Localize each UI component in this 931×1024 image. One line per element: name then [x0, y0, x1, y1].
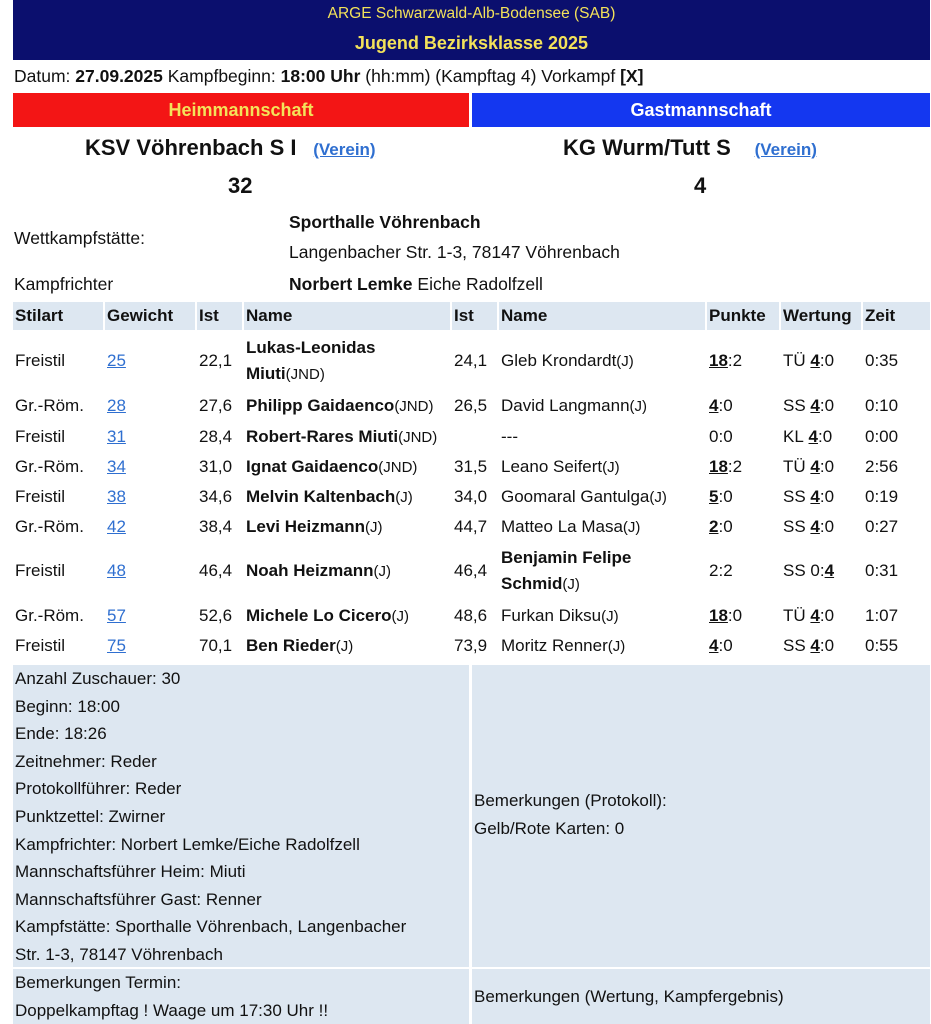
points-home: 18 — [709, 351, 728, 370]
home-wrestler-name: Levi Heizmann — [246, 516, 366, 536]
report-line: Mannschaftsführer Heim: Miuti — [15, 862, 246, 882]
guest-wrestler-name: Matteo La Masa — [501, 516, 623, 536]
home-wrestler-cell — [244, 601, 450, 631]
remarks-termin-label: Bemerkungen Termin: — [15, 973, 181, 992]
rating-guest: :0 — [819, 396, 835, 415]
rating-guest: :0 — [819, 606, 835, 625]
time-cell — [863, 631, 930, 661]
home-weight-cell — [197, 601, 242, 631]
home-verein-link[interactable]: (Verein) — [313, 140, 376, 159]
rating-type: KL — [783, 427, 804, 446]
guest-wrestler-name: Benjamin Felipe — [501, 547, 632, 567]
guest-weight-cell — [452, 512, 497, 542]
weight-cell — [105, 601, 195, 631]
home-age-class: (JND) — [394, 397, 434, 415]
bout-time: 0:31 — [865, 561, 899, 580]
bout-style: Gr.-Röm. — [15, 396, 84, 415]
home-age-class: (J) — [335, 637, 354, 655]
points-guest: :2 — [727, 351, 743, 370]
home-wrestler-name: Noah Heizmann — [246, 560, 374, 580]
guest-actual-weight: 73,9 — [454, 636, 488, 655]
points-home: 4 — [709, 396, 719, 415]
style-cell — [13, 542, 103, 600]
rating-home: 4 — [810, 487, 820, 506]
points-home: 2 — [709, 561, 719, 580]
table-row — [13, 512, 930, 542]
guest-wrestler-cell — [499, 422, 705, 452]
rating-home: 4 — [810, 457, 820, 476]
points-home: 4 — [709, 636, 719, 655]
home-wrestler-name: Michele Lo Cicero — [246, 605, 392, 625]
home-team-bar: Heimmannschaft — [13, 93, 469, 127]
guest-wrestler-name: David Langmann — [501, 395, 630, 415]
home-wrestler-cell — [244, 452, 450, 482]
guest-age-class: (J) — [649, 488, 667, 506]
home-wrestler-name: Robert-Rares Miuti — [246, 426, 399, 446]
rating-home: 4 — [810, 606, 820, 625]
bout-time: 0:55 — [865, 636, 899, 655]
points-guest: :0 — [718, 636, 733, 655]
guest-wrestler-name: --- — [501, 426, 518, 446]
rating-type: SS — [783, 636, 806, 655]
time-cell — [863, 332, 930, 390]
guest-actual-weight: 48,6 — [454, 606, 488, 625]
guest-wrestler-cell — [499, 542, 705, 600]
guest-team-name: KG Wurm/Tutt S — [563, 135, 731, 160]
report-line: Ende: 18:26 — [15, 724, 107, 744]
guest-wrestler-cell — [499, 512, 705, 542]
match-date: 27.09.2025 — [75, 66, 163, 86]
style-cell — [13, 332, 103, 390]
guest-actual-weight: 46,4 — [454, 561, 488, 580]
bout-style: Gr.-Röm. — [15, 457, 84, 476]
home-wrestler-cell — [244, 542, 450, 600]
home-age-class: (JND) — [398, 428, 438, 446]
col-header-weight: Gewicht — [105, 302, 195, 330]
home-actual-weight: 28,4 — [199, 427, 233, 446]
style-cell — [13, 391, 103, 421]
report-line: Kampfstätte: Sporthalle Vöhrenbach, Langenbacher — [15, 917, 407, 937]
guest-wrestler-cell — [499, 452, 705, 482]
guest-wrestler-cell — [499, 601, 705, 631]
bout-style: Gr.-Röm. — [15, 606, 84, 625]
weight-class-link[interactable]: 25 — [107, 351, 126, 370]
guest-team-bar: Gastmannschaft — [472, 93, 930, 127]
points-cell — [707, 422, 779, 452]
guest-wrestler-name: Leano Seifert — [501, 456, 603, 476]
report-line: Zeitnehmer: Reder — [15, 751, 157, 771]
report-line: Beginn: 18:00 — [15, 696, 120, 716]
time-cell — [863, 512, 930, 542]
col-header-guest-weight: Ist — [452, 302, 497, 330]
col-header-home-name: Name — [244, 302, 450, 330]
home-actual-weight: 46,4 — [199, 561, 233, 580]
guest-team — [563, 132, 817, 164]
home-actual-weight: 70,1 — [199, 636, 233, 655]
remarks-termin-text: Doppelkampftag ! Waage um 17:30 Uhr !! — [15, 1000, 329, 1020]
points-guest: :0 — [727, 606, 743, 625]
style-cell — [13, 601, 103, 631]
weight-class-link[interactable]: 42 — [107, 517, 126, 536]
points-guest: :0 — [718, 487, 733, 506]
guest-age-class: (J) — [616, 352, 634, 370]
guest-actual-weight: 26,5 — [454, 396, 488, 415]
points-guest: :0 — [718, 517, 733, 536]
table-row — [13, 542, 930, 600]
rating-guest: :0 — [819, 351, 835, 370]
start-label: Kampfbeginn: — [167, 66, 276, 86]
time-cell — [863, 542, 930, 600]
guest-weight-cell — [452, 332, 497, 390]
weight-class-link[interactable]: 57 — [107, 606, 126, 625]
rating-home: 4 — [810, 517, 820, 536]
points-cell — [707, 512, 779, 542]
points-guest: :2 — [718, 561, 733, 580]
home-weight-cell — [197, 422, 242, 452]
rating-type: SS — [783, 487, 806, 506]
style-cell — [13, 512, 103, 542]
rating-home: 4 — [810, 396, 820, 415]
points-cell — [707, 631, 779, 661]
home-actual-weight: 22,1 — [199, 351, 233, 370]
rating-guest: :0 — [819, 636, 835, 655]
weight-cell — [105, 542, 195, 600]
rating-type: SS — [783, 517, 806, 536]
bout-time: 2:56 — [865, 457, 899, 476]
yellow-red-cards: Gelb/Rote Karten: 0 — [474, 818, 625, 838]
home-weight-cell — [197, 452, 242, 482]
referee-name: Norbert Lemke — [289, 274, 413, 294]
home-weight-cell — [197, 482, 242, 512]
guest-wrestler-cell — [499, 482, 705, 512]
home-wrestler-cell — [244, 482, 450, 512]
points-home: 18 — [709, 606, 728, 625]
bout-time: 0:00 — [865, 427, 899, 446]
home-age-class: (J) — [391, 607, 409, 625]
guest-age-class: (J) — [602, 458, 620, 476]
rating-cell — [781, 452, 861, 482]
rating-guest: 4 — [824, 561, 835, 580]
rating-cell — [781, 542, 861, 600]
guest-weight-cell — [452, 391, 497, 421]
home-wrestler-cell — [244, 422, 450, 452]
home-wrestler-name: Ignat Gaidaenco — [246, 456, 379, 476]
guest-weight-cell — [452, 422, 497, 452]
remarks-result-label: Bemerkungen (Wertung, Kampfergebnis) — [474, 987, 784, 1006]
rating-type: SS — [783, 396, 806, 415]
rating-cell — [781, 601, 861, 631]
bout-style: Freistil — [15, 561, 66, 580]
rating-home: 4 — [808, 427, 818, 446]
guest-wrestler-name: Gleb Krondardt — [501, 350, 617, 370]
bout-style: Freistil — [15, 487, 66, 506]
weight-cell — [105, 422, 195, 452]
guest-score: 4 — [694, 173, 707, 198]
home-weight-cell — [197, 542, 242, 600]
vorkampf-checkbox: [X] — [620, 66, 644, 86]
home-wrestler-cell — [244, 391, 450, 421]
guest-weight-cell — [452, 482, 497, 512]
home-weight-cell — [197, 512, 242, 542]
points-cell — [707, 482, 779, 512]
points-cell — [707, 542, 779, 600]
time-cell — [863, 482, 930, 512]
report-line: Anzahl Zuschauer: 30 — [15, 669, 181, 688]
remarks-result-box — [472, 969, 930, 1024]
rating-home: 4 — [810, 351, 820, 370]
home-actual-weight: 31,0 — [199, 457, 233, 476]
guest-wrestler-cell — [499, 332, 705, 390]
time-cell — [863, 391, 930, 421]
bout-style: Freistil — [15, 636, 66, 655]
venue-name: Sporthalle Vöhrenbach — [289, 212, 481, 232]
league-title: Jugend Bezirksklasse 2025 — [354, 33, 589, 53]
guest-actual-weight: 31,5 — [454, 457, 488, 476]
table-row — [13, 391, 930, 421]
report-line: Mannschaftsführer Gast: Renner — [15, 889, 262, 909]
points-home: 2 — [709, 517, 719, 536]
table-row — [13, 422, 930, 452]
home-wrestler-cell — [244, 512, 450, 542]
weight-class-link[interactable]: 38 — [107, 487, 126, 506]
guest-age-class: (J) — [601, 607, 619, 625]
style-cell — [13, 452, 103, 482]
points-cell — [707, 452, 779, 482]
points-guest: :0 — [718, 396, 733, 415]
table-row — [13, 631, 930, 661]
guest-age-class: (J) — [622, 518, 641, 536]
home-wrestler-name: Ben Rieder — [246, 635, 336, 655]
points-home: 0 — [709, 427, 719, 446]
guest-weight-cell — [452, 542, 497, 600]
home-team-name: KSV Vöhrenbach S I — [85, 135, 297, 160]
weight-cell — [105, 391, 195, 421]
rating-cell — [781, 391, 861, 421]
rating-guest: :0 — [818, 427, 833, 446]
home-wrestler-cell — [244, 332, 450, 390]
rating-cell — [781, 482, 861, 512]
style-cell — [13, 422, 103, 452]
venue-address: Langenbacher Str. 1-3, 78147 Vöhrenbach — [289, 242, 620, 262]
rating-home: 4 — [810, 636, 820, 655]
home-actual-weight: 34,6 — [199, 487, 233, 506]
referee-value — [289, 272, 543, 296]
report-line: Protokollführer: Reder — [15, 779, 182, 799]
weight-cell — [105, 482, 195, 512]
points-guest: :0 — [718, 427, 733, 446]
guest-wrestler-name: Moritz Renner — [501, 635, 608, 655]
home-age-class: (J) — [365, 518, 383, 536]
rating-guest: :0 — [819, 457, 835, 476]
guest-actual-weight: 44,7 — [454, 517, 488, 536]
rating-guest: :0 — [819, 487, 835, 506]
rating-type: TÜ — [783, 606, 806, 625]
date-label: Datum: — [14, 66, 71, 86]
rating-cell — [781, 512, 861, 542]
home-weight-cell — [197, 391, 242, 421]
table-row — [13, 452, 930, 482]
guest-wrestler-name-line2: Schmid — [501, 573, 563, 593]
home-wrestler-name-line2: Miuti — [246, 363, 286, 383]
time-cell — [863, 452, 930, 482]
weight-class-link[interactable]: 75 — [107, 636, 126, 655]
home-wrestler-name: Lukas-Leonidas — [246, 337, 376, 357]
home-actual-weight: 38,4 — [199, 517, 233, 536]
guest-age-class: (J) — [629, 397, 648, 415]
points-cell — [707, 332, 779, 390]
home-score: 32 — [228, 173, 253, 198]
points-cell — [707, 601, 779, 631]
points-home: 5 — [709, 487, 719, 506]
guest-weight-cell — [452, 452, 497, 482]
table-row — [13, 482, 930, 512]
referee-label: Kampfrichter — [14, 274, 114, 294]
remarks-protocol-label: Bemerkungen (Protokoll): — [474, 791, 667, 810]
style-cell — [13, 482, 103, 512]
home-wrestler-cell — [244, 631, 450, 661]
col-header-home-weight: Ist — [197, 302, 242, 330]
home-actual-weight: 52,6 — [199, 606, 233, 625]
weight-cell — [105, 512, 195, 542]
bout-time: 0:35 — [865, 351, 899, 370]
home-age-class: (J) — [373, 562, 392, 580]
home-age-class: (J) — [395, 488, 413, 506]
style-cell — [13, 631, 103, 661]
report-line: Punktzettel: Zwirner — [15, 806, 166, 826]
time-cell — [863, 601, 930, 631]
venue-label: Wettkampfstätte: — [14, 228, 145, 248]
home-weight-cell — [197, 631, 242, 661]
weight-class-link[interactable]: 48 — [107, 561, 126, 580]
col-header-points: Punkte — [707, 302, 779, 330]
rating-cell — [781, 422, 861, 452]
weight-cell — [105, 332, 195, 390]
home-team — [85, 132, 376, 164]
guest-verein-link[interactable]: (Verein) — [754, 140, 817, 159]
referee-club: Eiche Radolfzell — [417, 274, 543, 294]
rating-type: SS — [783, 561, 806, 580]
league-header — [13, 0, 930, 60]
col-header-rating: Wertung — [781, 302, 861, 330]
guest-age-class: (J) — [562, 575, 580, 593]
weight-class-link[interactable]: 34 — [107, 457, 126, 476]
rating-type: TÜ — [783, 457, 806, 476]
report-line: Kampfrichter: Norbert Lemke/Eiche Radolfzell — [15, 834, 360, 854]
guest-wrestler-name: Furkan Diksu — [501, 605, 602, 625]
guest-wrestler-cell — [499, 631, 705, 661]
rating-type: TÜ — [783, 351, 806, 370]
home-age-class: (JND) — [285, 365, 325, 383]
guest-wrestler-name: Goomaral Gantulga — [501, 486, 650, 506]
bout-time: 0:10 — [865, 396, 899, 415]
time-cell — [863, 422, 930, 452]
guest-weight-cell — [452, 601, 497, 631]
guest-weight-cell — [452, 631, 497, 661]
home-wrestler-name: Melvin Kaltenbach — [246, 486, 396, 506]
table-row — [13, 332, 930, 390]
bout-time: 0:27 — [865, 517, 899, 536]
table-row — [13, 601, 930, 631]
bout-style: Gr.-Röm. — [15, 517, 84, 536]
bout-style: Freistil — [15, 427, 66, 446]
weight-cell — [105, 452, 195, 482]
report-details — [13, 665, 469, 967]
bout-time: 1:07 — [865, 606, 899, 625]
col-header-style: Stilart — [13, 302, 103, 330]
bout-style: Freistil — [15, 351, 66, 370]
col-header-time: Zeit — [863, 302, 930, 330]
guest-actual-weight: 34,0 — [454, 487, 488, 506]
rating-home: 0: — [810, 561, 825, 580]
home-wrestler-name: Philipp Gaidaenco — [246, 395, 395, 415]
home-actual-weight: 27,6 — [199, 396, 233, 415]
points-cell — [707, 391, 779, 421]
guest-age-class: (J) — [607, 637, 626, 655]
rating-cell — [781, 332, 861, 390]
rating-cell — [781, 631, 861, 661]
start-time: 18:00 Uhr — [280, 66, 361, 86]
report-line: Str. 1-3, 78147 Vöhrenbach — [15, 944, 223, 964]
date-line — [14, 64, 924, 88]
format-hint: (hh:mm) (Kampftag 4) Vorkampf — [365, 66, 616, 86]
weight-class-link[interactable]: 31 — [107, 427, 126, 446]
points-guest: :2 — [727, 457, 743, 476]
rating-guest: :0 — [819, 517, 835, 536]
guest-wrestler-cell — [499, 391, 705, 421]
remarks-protocol-box — [472, 665, 930, 967]
col-header-guest-name: Name — [499, 302, 705, 330]
home-weight-cell — [197, 332, 242, 390]
organization-name: ARGE Schwarzwald-Alb-Bodensee (SAB) — [327, 5, 616, 22]
bout-time: 0:19 — [865, 487, 899, 506]
guest-actual-weight: 24,1 — [454, 351, 488, 370]
weight-cell — [105, 631, 195, 661]
weight-class-link[interactable]: 28 — [107, 396, 126, 415]
remarks-termin-box — [13, 969, 469, 1024]
points-home: 18 — [709, 457, 728, 476]
home-age-class: (JND) — [378, 458, 418, 476]
